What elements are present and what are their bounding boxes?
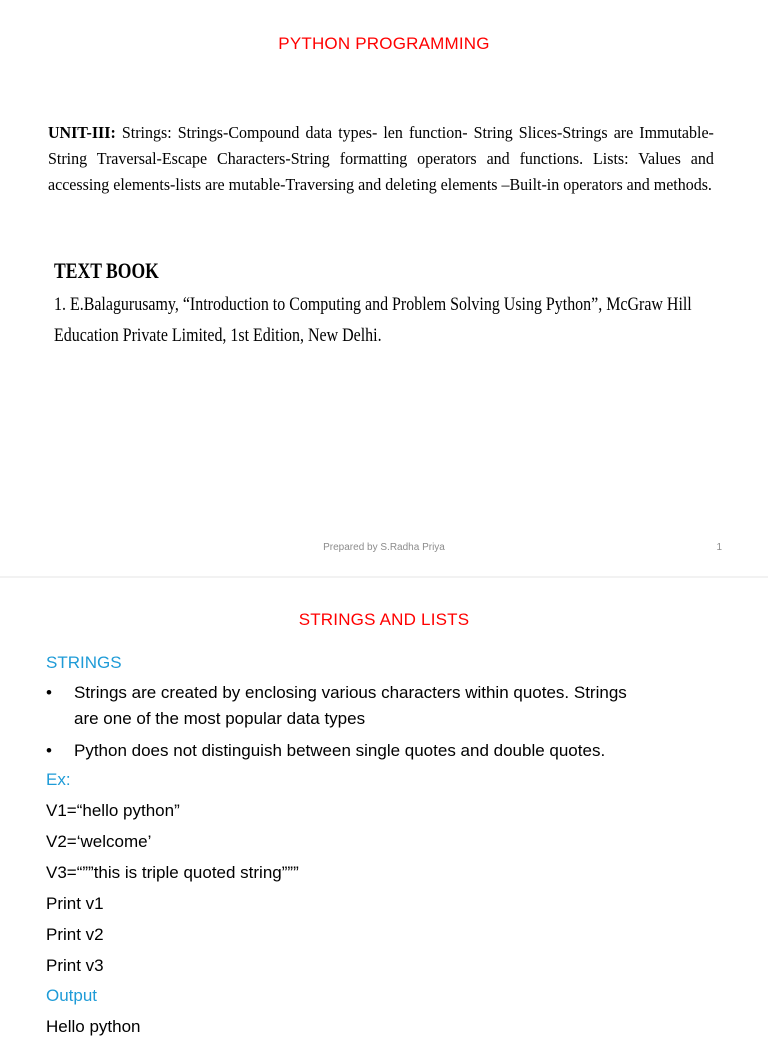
output-line: Hello python (46, 1017, 141, 1036)
bullet-text (74, 738, 744, 764)
list-item (46, 738, 746, 764)
slide-title: STRINGS AND LISTS (298, 610, 470, 629)
textbook-line-2: Education Private Limited, 1st Edition, New Delhi. (54, 325, 382, 346)
unit-label: UNIT-III: (48, 123, 116, 142)
section-heading: STRINGS (46, 653, 122, 672)
textbook-line-1: 1. E.Balagurusamy, “Introduction to Computing and Problem Solving Using Python”, McGraw Hill (54, 294, 692, 315)
code-line: Print v2 (46, 925, 104, 944)
code-line: V2=‘welcome’ (46, 832, 152, 851)
bullet-line: are one of the most popular data types (74, 709, 366, 728)
bullet-text (74, 680, 744, 732)
textbook-heading: TEXT BOOK (54, 258, 159, 283)
bullet-icon: • (46, 683, 52, 702)
example-label: Ex: (46, 770, 71, 789)
list-item (46, 680, 746, 732)
bullet-line: Python does not distinguish between single quotes and double quotes. (74, 741, 606, 760)
code-line: Print v1 (46, 894, 104, 913)
bullet-icon: • (46, 741, 52, 760)
output-label: Output (46, 986, 98, 1005)
textbook-reference (54, 289, 718, 351)
code-line: V1=“hello python” (46, 801, 180, 820)
bullet-line: Strings are created by enclosing various characters within quotes. Strings (74, 683, 627, 702)
slide-footer: Prepared by S.Radha Priya (323, 542, 445, 553)
slide-title: PYTHON PROGRAMMING (278, 34, 490, 53)
code-line: V3=“””this is triple quoted string””” (46, 863, 299, 882)
slide-2 (0, 578, 768, 1036)
unit-description (48, 120, 714, 198)
page-number: 1 (716, 542, 722, 553)
unit-text: Strings: Strings-Compound data types- len function- String Slices-Strings are Immutable-String Traversal-Escape Characters-String formatting operators and functions. Lists: Values and accessing elements-lists are mutable-Traversing and deleting elements –Built-in operators and methods. (48, 123, 714, 194)
code-line: Print v3 (46, 956, 104, 975)
